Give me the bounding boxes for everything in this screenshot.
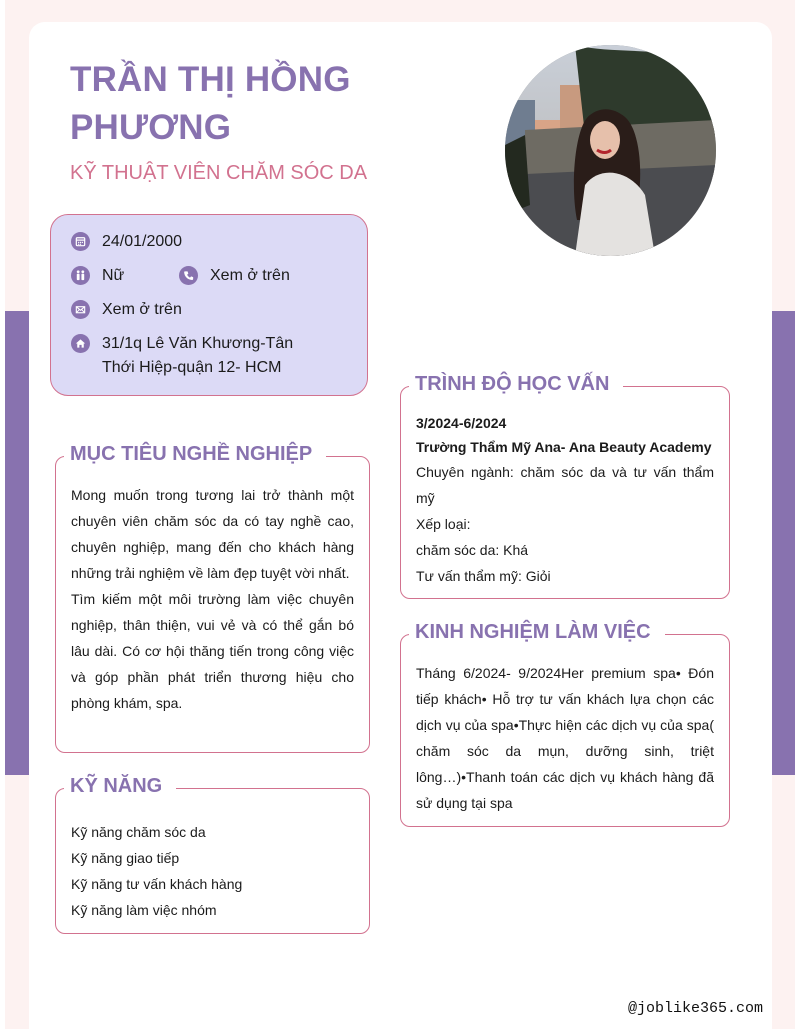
address-value: 31/1q Lê Văn Khương-Tân Thới Hiệp-quận 12- HCM <box>102 335 294 376</box>
left-accent-band <box>5 311 29 775</box>
phone-value: Xem ở trên <box>210 267 290 284</box>
skill-item: Kỹ năng giao tiếp <box>71 850 180 866</box>
objective-paragraph: Mong muốn trong tương lai trở thành một chuyên viên chăm sóc da có tay nghề cao, chuyên nghiệp, mang đến cho khách hàng những trải nghiệm về làm đẹp tuyệt vời nhất. <box>71 487 354 581</box>
skill-item: Kỹ năng chăm sóc da <box>71 824 206 840</box>
objective-section <box>55 443 370 753</box>
candidate-name: TRẦN THỊ HỒNG PHƯƠNG <box>70 60 351 147</box>
education-section <box>400 373 730 599</box>
skills-section <box>55 775 370 934</box>
objective-body <box>71 482 354 716</box>
avatar-photo <box>505 45 716 256</box>
education-body <box>416 411 714 589</box>
contact-info-box <box>50 214 368 396</box>
contact-gender <box>71 264 124 288</box>
education-major: Chuyên ngành: chăm sóc da và tư vấn thẩm mỹ <box>416 464 714 506</box>
gender-value: Nữ <box>102 267 125 284</box>
skill-item: Kỹ năng làm việc nhóm <box>71 902 217 918</box>
contact-phone <box>179 264 290 288</box>
education-grade: Tư vấn thẩm mỹ: Giỏi <box>416 568 551 584</box>
job-title: KỸ THUẬT VIÊN CHĂM SÓC DA <box>70 162 368 184</box>
objective-paragraph: Tìm kiếm một môi trường làm việc chuyên nghiệp, thân thiện, vui vẻ và có thể gắn bó lâu dài. Có cơ hội thăng tiến trong công việc và góp phần phát triển thương hiệu cho phòng khám, spa. <box>71 591 354 711</box>
education-title: TRÌNH ĐỘ HỌC VẤN <box>409 370 623 398</box>
birthday-value: 24/01/2000 <box>102 233 183 250</box>
objective-title: MỤC TIÊU NGHỀ NGHIỆP <box>64 440 326 468</box>
right-accent-band <box>772 311 795 775</box>
skills-list <box>71 819 354 923</box>
experience-text: Tháng 6/2024- 9/2024Her premium spa• Đón tiếp khách• Hỗ trợ tư vấn khách lựa chọn các dịch vụ của spa•Thực hiện các dịch vụ của spa( chăm sóc da mụn, dưỡng sinh, triệt lông…)•Thanh toán các dịch vụ khách hàng đã sử dụng tại spa <box>416 665 714 811</box>
contact-email <box>71 298 182 322</box>
experience-body <box>416 660 714 816</box>
contact-birthday <box>71 230 182 254</box>
education-grade: chăm sóc da: Khá <box>416 542 529 558</box>
skill-item: Kỹ năng tư vấn khách hàng <box>71 876 243 892</box>
gender-icon <box>71 266 90 285</box>
email-value: Xem ở trên <box>102 301 182 318</box>
home-icon <box>71 334 90 353</box>
experience-section <box>400 621 730 827</box>
education-school: Trường Thẩm Mỹ Ana- Ana Beauty Academy <box>416 439 712 455</box>
watermark: @joblike365.com <box>628 1000 764 1017</box>
calendar-icon <box>71 232 90 251</box>
contact-address <box>71 332 311 380</box>
education-grade-label: Xếp loại: <box>416 516 471 532</box>
phone-icon <box>179 266 198 285</box>
avatar <box>505 45 716 256</box>
experience-title: KINH NGHIỆM LÀM VIỆC <box>409 618 665 646</box>
education-period: 3/2024-6/2024 <box>416 415 507 431</box>
skills-title: KỸ NĂNG <box>64 772 176 800</box>
email-icon <box>71 300 90 319</box>
